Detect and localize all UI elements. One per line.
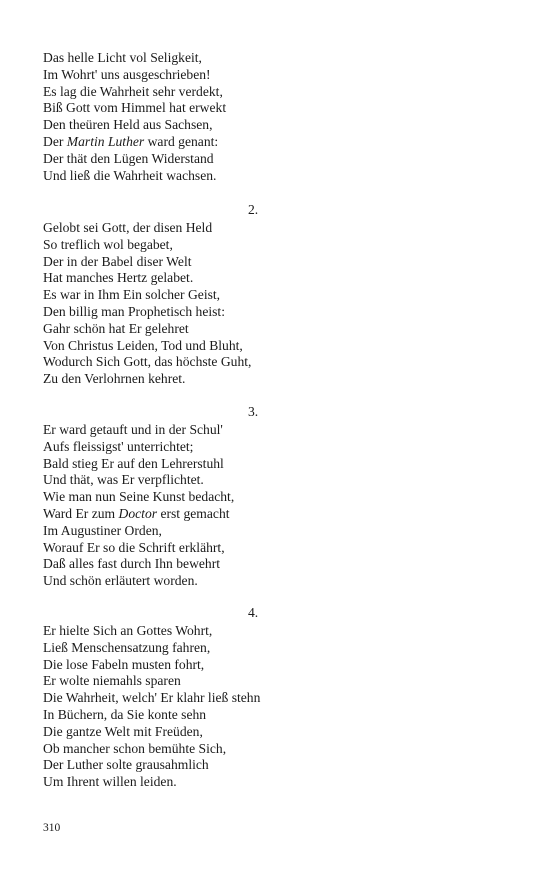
verse-line: Gahr schön hat Er gelehret	[43, 320, 189, 336]
verse-line: Gelobt sei Gott, der disen Held	[43, 220, 213, 235]
verse-line: Um Ihrent willen leiden.	[43, 774, 177, 790]
verse-line: Er hielte Sich an Gottes Wohrt,	[43, 623, 213, 638]
verse-line: Von Christus Leiden, Tod und Bluht,	[43, 337, 243, 353]
verse-line: Bald stieg Er auf den Lehrerstuhl	[43, 455, 224, 471]
verse-line: Ob mancher schon bemühte Sich,	[43, 740, 227, 756]
verse-line: Wie man nun Seine Kunst bedacht,	[43, 489, 235, 505]
stanza	[43, 422, 343, 590]
stanza-number: 4.	[248, 605, 259, 620]
stanza	[43, 623, 343, 791]
verse-line: Der thät den Lügen Widerstand	[43, 150, 214, 166]
italic-name: Martin Luther	[66, 133, 145, 149]
stanza	[43, 220, 343, 388]
verse-line: Es war in Ihm Ein solcher Geist,	[43, 287, 221, 303]
verse-line: Den billig man Prophetisch heist:	[43, 303, 225, 319]
verse-line: So treflich wol begabet,	[43, 236, 173, 252]
verse-line: Und thät, was Er verpflichtet.	[43, 472, 204, 488]
verse-line: Der Martin Luther ward genant:	[43, 133, 219, 149]
verse-line: Worauf Er so die Schrift erklährt,	[43, 539, 225, 555]
verse-line: In Büchern, da Sie konte sehn	[43, 706, 207, 722]
verse-line: Zu den Verlohrnen kehret.	[43, 371, 186, 387]
verse-line: Im Augustiner Orden,	[43, 522, 162, 538]
stanza-number: 2.	[248, 202, 259, 217]
verse-line: Er wolte niemahls sparen	[43, 673, 181, 689]
verse-line: Aufs fleissigst' unterrichtet;	[43, 438, 194, 454]
verse-line: Ließ Menschensatzung fahren,	[43, 639, 211, 655]
verse-line: Hat manches Hertz gelabet.	[43, 270, 194, 286]
stanza	[43, 50, 343, 184]
verse-line: Und schön erläutert worden.	[43, 573, 198, 589]
verse-line: Die gantze Welt mit Freüden,	[43, 723, 203, 739]
stanza-number: 3.	[248, 404, 259, 419]
verse-line: Daß alles fast durch Ihn bewehrt	[43, 556, 221, 572]
verse-line: Der Luther solte grausahmlich	[43, 757, 209, 773]
italic-name: Doctor	[118, 505, 158, 521]
verse-line: Die Wahrheit, welch' Er klahr ließ stehn	[43, 690, 261, 706]
verse-line: Der in der Babel diser Welt	[43, 253, 192, 269]
verse-line: Er ward getauft und in der Schul'	[43, 422, 223, 437]
verse-line: Biß Gott vom Himmel hat erwekt	[43, 100, 227, 116]
verse-line: Und ließ die Wahrheit wachsen.	[43, 167, 217, 183]
page-number: 310	[43, 822, 61, 834]
verse-line: Im Wohrt' uns ausgeschrieben!	[43, 66, 211, 82]
verse-line: Den theüren Held aus Sachsen,	[43, 117, 213, 133]
verse-line: Ward Er zum Doctor erst gemacht	[43, 505, 230, 521]
verse-line: Es lag die Wahrheit sehr verdekt,	[43, 83, 223, 99]
verse-line: Das helle Licht vol Seligkeit,	[43, 50, 202, 65]
verse-line: Wodurch Sich Gott, das höchste Guht,	[43, 354, 252, 370]
verse-line: Die lose Fabeln musten fohrt,	[43, 656, 205, 672]
